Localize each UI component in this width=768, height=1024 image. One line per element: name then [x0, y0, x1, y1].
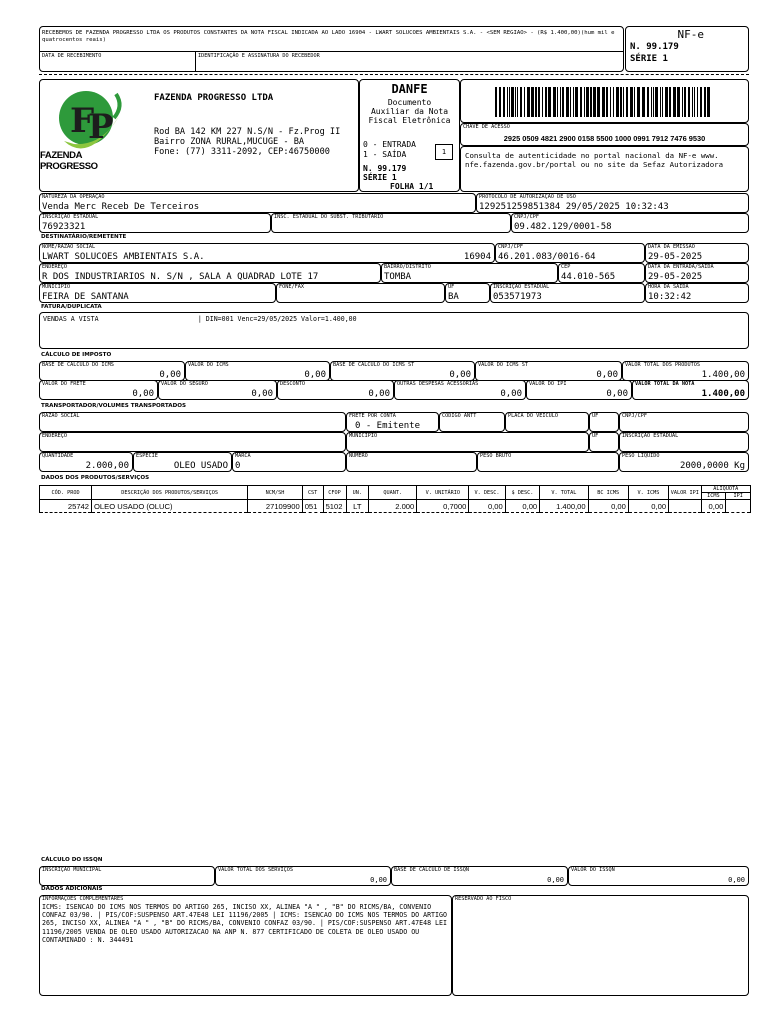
item-vicms: 0,00 — [628, 500, 668, 513]
issqn-value: 0,00 — [728, 876, 745, 884]
nature-box — [39, 193, 476, 213]
recipient-code: 16904 — [463, 252, 491, 262]
carrier-ie-label: INSCRIÇÃO ESTADUAL — [622, 433, 679, 439]
gross-weight-box — [477, 452, 619, 472]
carrier-name-label: RAZÃO SOCIAL — [42, 413, 80, 419]
city-value: FEIRA DE SANTANA — [42, 292, 129, 302]
danfe-title: DANFE — [391, 82, 428, 96]
col-vunit: V. UNITÁRIO — [417, 486, 469, 500]
row1-label: VALOR DO ICMS — [188, 362, 229, 368]
col-vtotal: V. TOTAL — [540, 486, 588, 500]
carrier-city-box — [346, 432, 589, 452]
carrier-cnpj-label: CNPJ/CPF — [622, 413, 647, 419]
svg-text:F: F — [70, 101, 95, 141]
recipient-ie-label: INSCRIÇÃO ESTADUAL — [493, 284, 550, 290]
row2-value: 0,00 — [368, 389, 390, 399]
district-label: BAIRRO/DISTRITO — [384, 264, 431, 270]
row2-label: VALOR DO FRETE — [42, 381, 86, 387]
row2-label: DESCONTO — [280, 381, 305, 387]
danfe-type-box — [435, 144, 453, 160]
entry-date-box — [645, 263, 749, 283]
quantity-value: 2.000,00 — [85, 461, 129, 471]
recipient-cnpj: 46.201.083/0016-64 — [498, 252, 596, 262]
ie-box — [39, 213, 271, 233]
row1-label: VALOR TOTAL DOS PRODUTOS — [625, 362, 700, 368]
carrier-city-label: MUNICÍPIO — [349, 433, 378, 439]
complementary-label: INFORMAÇÕES COMPLEMENTARES — [42, 896, 124, 902]
table-row — [40, 500, 751, 513]
item-sdesc: 0,00 — [505, 500, 539, 513]
issuer-phone: Fone: (77) 3311-2092, CEP:46750000 — [154, 147, 330, 157]
row2-label: VALOR TOTAL DA NOTA — [635, 381, 695, 387]
row1-label: BASE DE CÁLCULO DO ICMS ST — [333, 362, 415, 368]
danfe-number: N. 99.179 — [363, 164, 407, 173]
entry-date-label: DATA DA ENTRADA/SAÍDA — [648, 264, 714, 270]
volume-number-box — [346, 452, 477, 472]
recipient-ie-box — [490, 283, 645, 303]
col-un: UN. — [346, 486, 369, 500]
col-vipi: VALOR IPI — [669, 486, 701, 500]
item-aliq-ipi — [726, 500, 751, 513]
carrier-ie-box — [619, 432, 749, 452]
brand-box — [232, 452, 346, 472]
invoice-box — [39, 312, 749, 349]
danfe-saida: 1 - SAÍDA — [363, 150, 407, 159]
services-total: 0,00 — [370, 876, 387, 884]
access-key: 2925 0509 4821 2900 0158 5500 1000 0991 7912 7476 9530 — [503, 134, 706, 143]
row1-cell — [39, 361, 185, 381]
cnpj-box — [511, 213, 749, 233]
municipal-reg-box — [39, 866, 215, 886]
row2-cell — [277, 380, 394, 400]
row1-cell — [622, 361, 749, 381]
receipt-stub — [39, 26, 624, 72]
freight-value: 0 - Emitente — [355, 421, 421, 431]
net-weight-box — [619, 452, 749, 472]
row1-value: 0,00 — [304, 370, 326, 380]
nature-label: NATUREZA DA OPERAÇÃO — [42, 194, 105, 200]
consult-box — [460, 146, 749, 192]
issqn-base-box — [391, 866, 568, 886]
item-desc: OLEO USADO (OLUC) — [92, 500, 248, 513]
quantity-box — [39, 452, 133, 472]
col-vicms: V. ICMS — [628, 486, 668, 500]
consult-text: Consulta de autenticidade no portal nacional da NF-e www. nfe.fazenda.gov.br/portal ou no site da Sefaz Autorizadora — [465, 151, 724, 169]
item-cod: 25742 — [40, 500, 92, 513]
col-sdesc: $ DESC. — [505, 486, 539, 500]
col-aliq-ipi: IPI — [726, 493, 751, 500]
departure-time-box — [645, 283, 749, 303]
nfe-series: SÉRIE 1 — [630, 54, 668, 64]
access-key-box — [460, 123, 749, 146]
danfe-box — [359, 79, 460, 192]
danfe-entrada: 0 - ENTRADA — [363, 140, 416, 149]
col-desc: DESCRIÇÃO DOS PRODUTOS/SERVIÇOS — [92, 486, 248, 500]
phone-label: FONE/FAX — [279, 284, 304, 290]
antt-box — [439, 412, 505, 432]
services-total-label: VALOR TOTAL DOS SERVIÇOS — [218, 867, 293, 873]
recipient-name: LWART SOLUCOES AMBIENTAIS S.A. — [42, 252, 205, 262]
nature-value: Venda Merc Receb De Terceiros — [42, 202, 200, 212]
fisco-label: RESERVADO AO FISCO — [455, 896, 512, 902]
receipt-signature-label: IDENTIFICAÇÃO E ASSINATURA DO RECEBEDOR — [198, 53, 320, 59]
issuer-box — [39, 79, 359, 192]
item-quant: 2.000 — [369, 500, 417, 513]
plate-box — [505, 412, 589, 432]
row2-value: 1.400,00 — [701, 389, 745, 399]
row2-cell — [632, 380, 749, 400]
row2-label: VALOR DO SEGURO — [161, 381, 208, 387]
protocol-label: PROTOCOLO DE AUTORIZAÇÃO DE USO — [479, 194, 576, 200]
fisco-box — [452, 895, 749, 996]
logo-text: FAZENDA PROGRESSO — [40, 150, 98, 172]
recipient-cnpj-box — [495, 243, 645, 263]
item-cst: 051 — [302, 500, 323, 513]
plate-label: PLACA DO VEÍCULO — [508, 413, 558, 419]
item-vtotal: 1.400,00 — [540, 500, 588, 513]
antt-label: CÓDIGO ANTT — [442, 413, 477, 419]
brand-value: 0 — [235, 461, 241, 471]
species-value: OLEO USADO — [173, 461, 228, 471]
issqn-section: CÁLCULO DO ISSQN — [41, 857, 103, 863]
products-section: DADOS DOS PRODUTOS/SERVIÇOS — [41, 475, 150, 481]
ie-st-box — [271, 213, 511, 233]
transport-section: TRANSPORTADOR/VOLUMES TRANSPORTADOS — [41, 403, 186, 409]
col-cod: CÓD. PROD — [40, 486, 92, 500]
tax-section: CÁLCULO DE IMPOSTO — [41, 352, 112, 358]
freight-box — [346, 412, 439, 432]
row1-value: 0,00 — [449, 370, 471, 380]
row2-value: 0,00 — [500, 389, 522, 399]
recipient-name-label: NOME/RAZÃO SOCIAL — [42, 244, 96, 250]
danfe-type: 1 — [441, 148, 447, 156]
barcode — [495, 87, 713, 117]
nfe-number: N. 99.179 — [630, 42, 679, 52]
cep-value: 44.010-565 — [561, 272, 616, 282]
col-aliq-icms: ICMS — [701, 493, 726, 500]
col-aliq: ALÍQUOTA — [701, 486, 750, 493]
species-label: ESPÉCIE — [136, 453, 158, 459]
item-vipi — [669, 500, 701, 513]
complementary-text: ICMS: ISENCAO DO ICMS NOS TERMOS DO ARTIGO 265, INCISO XX, ALINEA "A " , "B" DO RICMS/BA, CONVENIO CONFAZ 03/90. | PIS/COF:SUSPENSO ART.47E48 LEI 11196/2005 | ICMS: ISENCAO DO ICMS NOS TERMOS DO ARTIGO 265, INCISO XX, ALINEA "A " , "B" DO RICMS/BA, CONVENIO CONFAZ 03/90. | PIS/COF:SUSPENSO ART.47E48 LEI 11196/2005 VENDA DE OLEO USADO AUTORIZACAO NA ANP N. 877 CERTIFICADO DE COLETA DE OLEO USADO OU CONTAMINADO : N. 344491 — [42, 903, 447, 944]
row1-label: VALOR DO ICMS ST — [478, 362, 528, 368]
danfe-sub-1: Documento — [387, 98, 432, 107]
nfe-stub-box — [625, 26, 749, 72]
item-vunit: 0,7000 — [417, 500, 469, 513]
district-box — [381, 263, 558, 283]
col-bcicms: BC ICMS — [588, 486, 628, 500]
species-box — [133, 452, 232, 472]
recipient-ie: 053571973 — [493, 292, 542, 302]
recipient-name-box — [39, 243, 495, 263]
receipt-date-label: DATA DE RECEBIMENTO — [42, 53, 102, 59]
row1-label: BASE DE CÁLCULO DO ICMS — [42, 362, 114, 368]
ie-st-label: INSC. ESTADUAL DO SUBST. TRIBUTÁRIO — [274, 214, 384, 220]
carrier-uf2-box — [589, 432, 619, 452]
address-label: ENDEREÇO — [42, 264, 67, 270]
row2-cell — [394, 380, 526, 400]
carrier-uf-box — [589, 412, 619, 432]
address-box — [39, 263, 381, 283]
carrier-cnpj-box — [619, 412, 749, 432]
products-table — [39, 485, 751, 513]
row1-cell — [330, 361, 475, 381]
protocol-box — [476, 193, 749, 213]
address-value: R DOS INDUSTRIARIOS N. S/N , SALA A QUADRAD LOTE 17 — [42, 272, 319, 282]
entry-date: 29-05-2025 — [648, 272, 703, 282]
col-vdesc: V. DESC. — [469, 486, 505, 500]
uf-box — [445, 283, 490, 303]
row1-value: 0,00 — [596, 370, 618, 380]
cep-label: CEP — [561, 264, 571, 270]
freight-label: FRETE POR CONTA — [349, 413, 396, 419]
svg-text:P: P — [88, 107, 114, 147]
danfe-sub-2: Auxiliar da Nota — [370, 107, 449, 116]
row2-value: 0,00 — [606, 389, 628, 399]
row2-label: OUTRAS DESPESAS ACESSÓRIAS — [397, 381, 479, 387]
gross-weight-label: PESO BRUTO — [480, 453, 512, 459]
carrier-address-label: ENDEREÇO — [42, 433, 67, 439]
issuer-address-1: Rod BA 142 KM 227 N.S/N - Fz.Prog II — [154, 127, 341, 137]
col-quant: QUANT. — [369, 486, 417, 500]
quantity-label: QUANTIDADE — [42, 453, 74, 459]
cep-box — [558, 263, 645, 283]
brand-label: MARCA — [235, 453, 251, 459]
col-ncm: NCM/SH — [248, 486, 302, 500]
recipient-cnpj-label: CNPJ/CPF — [498, 244, 523, 250]
issqn-value-label: VALOR DO ISSQN — [571, 867, 615, 873]
carrier-uf-label: UF — [592, 413, 599, 419]
carrier-address-box — [39, 432, 346, 452]
district-value: TOMBA — [384, 272, 412, 282]
cnpj-label: CNPJ/CPF — [514, 214, 539, 220]
issqn-base-label: BASE DE CÁLCULO DE ISSQN — [394, 867, 469, 873]
row2-cell — [39, 380, 158, 400]
row2-value: 0,00 — [251, 389, 273, 399]
row2-cell — [158, 380, 277, 400]
services-total-box — [215, 866, 391, 886]
invoice-section: FATURA/DUPLICATA — [41, 304, 102, 310]
row2-value: 0,00 — [132, 389, 154, 399]
city-label: MUNICÍPIO — [42, 284, 71, 290]
item-bcicms: 0,00 — [588, 500, 628, 513]
issqn-value-box — [568, 866, 749, 886]
protocol-value: 129251259851384 29/05/2025 10:32:43 — [479, 202, 669, 212]
item-aliq-icms: 0,00 — [701, 500, 726, 513]
nfe-label: NF-e — [677, 28, 704, 41]
receipt-text: RECEBEMOS DE FAZENDA PROGRESSO LTDA OS PRODUTOS CONSTANTES DA NOTA FISCAL INDICADA AO LADO 16904 - LWART SOLUCOES AMBIENTAIS S.A. - <SEM REGIAO> - (R$ 1.400,00)(hum mil e quatrocentos reais) — [42, 30, 615, 43]
net-weight-label: PESO LÍQUIDO — [622, 453, 660, 459]
row1-value: 1.400,00 — [701, 370, 745, 380]
item-ncm: 27109900 — [248, 500, 302, 513]
ie-value: 76923321 — [42, 222, 86, 232]
danfe-sub-3: Fiscal Eletrônica — [368, 116, 451, 125]
volume-number-label: NÚMERO — [349, 453, 368, 459]
col-cst: CST — [302, 486, 323, 500]
danfe-page: FOLHA 1/1 — [390, 182, 434, 191]
departure-time: 10:32:42 — [648, 292, 692, 302]
issuer-name: FAZENDA PROGRESSO LTDA — [154, 93, 274, 103]
access-key-label: CHAVE DE ACESSO — [463, 124, 510, 130]
net-weight-value: 2000,0000 Kg — [679, 461, 745, 471]
emission-box — [645, 243, 749, 263]
emission-label: DATA DA EMISSÃO — [648, 244, 695, 250]
carrier-uf2-label: UF — [592, 433, 599, 439]
departure-time-label: HORA DA SAÍDA — [648, 284, 689, 290]
row1-cell — [185, 361, 330, 381]
item-vdesc: 0,00 — [469, 500, 505, 513]
uf-label: UF — [448, 284, 455, 290]
barcode-box — [460, 79, 749, 123]
cnpj-value: 09.482.129/0001-58 — [514, 222, 612, 232]
row1-cell — [475, 361, 622, 381]
phone-box — [276, 283, 445, 303]
row2-label: VALOR DO IPI — [529, 381, 567, 387]
item-cfop: 5102 — [323, 500, 346, 513]
recipient-section: DESTINATÁRIO/REMETENTE — [41, 234, 127, 240]
item-un: LT — [346, 500, 369, 513]
issqn-base: 0,00 — [547, 876, 564, 884]
row1-value: 0,00 — [159, 370, 181, 380]
row2-cell — [526, 380, 632, 400]
carrier-name-box — [39, 412, 346, 432]
emission-date: 29-05-2025 — [648, 252, 703, 262]
issuer-address-2: Bairro ZONA RURAL,MUCUGE - BA — [154, 137, 305, 147]
complementary-box — [39, 895, 452, 996]
invoice-text: VENDAS A VISTA | DIN=001 Venc=29/05/2025 Valor=1.400,00 — [43, 315, 357, 323]
municipal-reg-label: INSCRIÇÃO MUNICIPAL — [42, 867, 102, 873]
additional-section: DADOS ADICIONAIS — [41, 886, 103, 892]
uf-value: BA — [448, 292, 459, 302]
danfe-series: SÉRIE 1 — [363, 173, 397, 182]
city-box — [39, 283, 276, 303]
col-cfop: CFOP — [323, 486, 346, 500]
ie-label: INSCRIÇÃO ESTADUAL — [42, 214, 99, 220]
company-logo — [40, 86, 134, 172]
